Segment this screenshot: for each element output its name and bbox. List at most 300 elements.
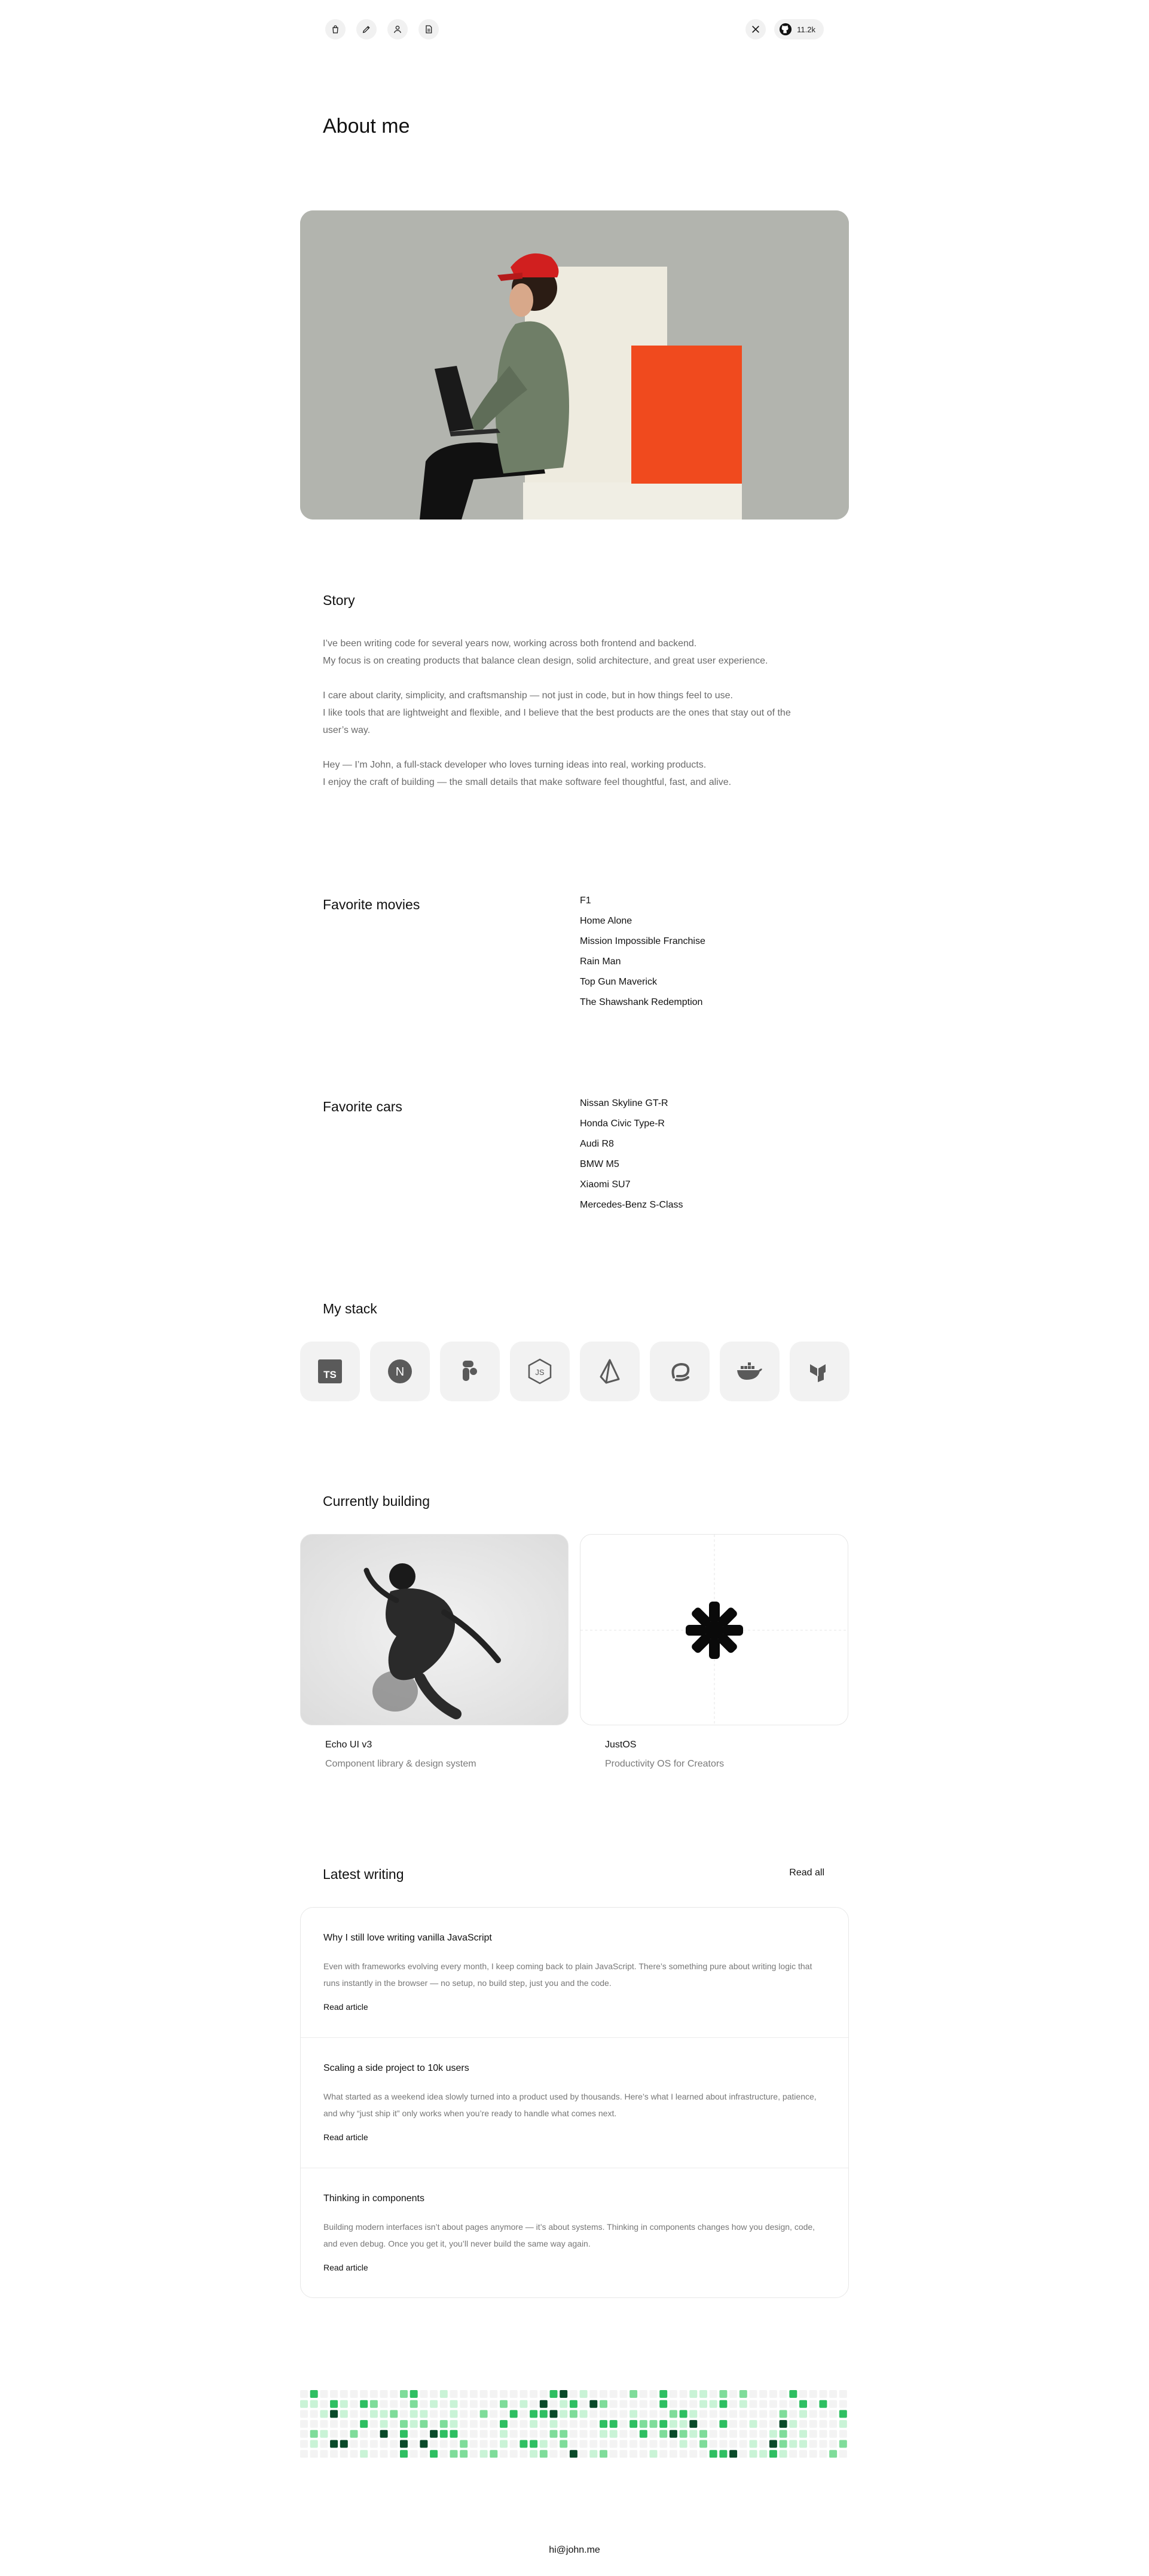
- contribution-cell: [490, 2430, 497, 2438]
- contribution-cell: [540, 2430, 548, 2438]
- contribution-cell: [729, 2420, 737, 2428]
- contribution-cell: [310, 2430, 318, 2438]
- contribution-cell: [470, 2420, 478, 2428]
- car-item: Nissan Skyline GT-R: [580, 1098, 668, 1108]
- contribution-cell: [839, 2410, 847, 2418]
- contribution-cell: [589, 2450, 597, 2458]
- contribution-cell: [829, 2440, 837, 2448]
- contribution-cell: [719, 2390, 727, 2398]
- contribution-cell: [699, 2450, 707, 2458]
- contribution-cell: [809, 2400, 817, 2408]
- contribution-cell: [670, 2390, 677, 2398]
- contribution-cell: [739, 2410, 747, 2418]
- contribution-cell: [340, 2400, 348, 2408]
- contribution-cell: [430, 2420, 438, 2428]
- contribution-cell: [589, 2440, 597, 2448]
- contribution-cell: [640, 2430, 647, 2438]
- contribution-cell: [650, 2410, 658, 2418]
- story-paragraph: I care about clarity, simplicity, and craftsmanship — not just in code, but in how things feel to use. I like tools that are lightweight and flexible, and I believe that the best products are the ones that stay out of the user’s way.: [323, 690, 791, 735]
- car-item: Honda Civic Type-R: [580, 1119, 665, 1129]
- read-all-link[interactable]: Read all: [789, 1868, 824, 1878]
- contribution-cell: [670, 2400, 677, 2408]
- movies-heading: Favorite movies: [323, 897, 420, 912]
- contribution-cell: [380, 2450, 388, 2458]
- contribution-cell: [320, 2450, 328, 2458]
- contribution-cell: [410, 2390, 418, 2398]
- movie-item: Top Gun Maverick: [580, 977, 657, 987]
- contribution-cell: [580, 2440, 588, 2448]
- contribution-cell: [780, 2420, 787, 2428]
- contribution-cell: [450, 2440, 458, 2448]
- bag-nav-button[interactable]: [325, 19, 346, 39]
- contribution-cell: [520, 2420, 527, 2428]
- docker-icon: [736, 1361, 763, 1382]
- contribution-cell: [330, 2400, 338, 2408]
- contribution-cell: [370, 2440, 378, 2448]
- contribution-cell: [799, 2420, 807, 2428]
- stack-tile-framer[interactable]: [440, 1342, 500, 1401]
- project-card-justos[interactable]: [580, 1534, 848, 1725]
- contribution-cell: [550, 2410, 558, 2418]
- contribution-cell: [440, 2440, 448, 2448]
- contribution-cell: [809, 2390, 817, 2398]
- contribution-cell: [640, 2410, 647, 2418]
- github-link-button[interactable]: [774, 19, 824, 39]
- contribution-cell: [450, 2450, 458, 2458]
- contribution-cell: [750, 2430, 757, 2438]
- contribution-cell: [330, 2450, 338, 2458]
- contribution-cell: [680, 2420, 687, 2428]
- contribution-cell: [530, 2430, 537, 2438]
- article-title: Why I still love writing vanilla JavaScript: [323, 1933, 492, 1943]
- contribution-cell: [350, 2430, 358, 2438]
- contribution-cell: [619, 2390, 627, 2398]
- contribution-cell: [750, 2390, 757, 2398]
- github-star-count: 11.2k: [797, 25, 815, 34]
- contribution-cell: [330, 2410, 338, 2418]
- cars-heading: Favorite cars: [323, 1099, 402, 1114]
- contribution-cell: [829, 2430, 837, 2438]
- contribution-cell: [629, 2450, 637, 2458]
- story-paragraph: I’ve been writing code for several years now, working across both frontend and backend. My focus is on creating products that balance clean design, solid architecture, and great user experience.: [323, 638, 768, 666]
- contribution-cell: [540, 2440, 548, 2448]
- contribution-cell: [400, 2450, 408, 2458]
- contribution-cell: [839, 2420, 847, 2428]
- contribution-cell: [360, 2400, 368, 2408]
- contribution-cell: [510, 2390, 518, 2398]
- contribution-cell: [819, 2450, 827, 2458]
- project-description: Productivity OS for Creators: [605, 1759, 725, 1769]
- contribution-cell: [300, 2440, 308, 2448]
- contribution-cell: [750, 2400, 757, 2408]
- contribution-cell: [600, 2420, 607, 2428]
- svg-text:JS: JS: [535, 1368, 545, 1377]
- bag-icon: [331, 25, 340, 34]
- stack-tile-redux[interactable]: [650, 1342, 710, 1401]
- contribution-cell: [670, 2440, 677, 2448]
- contribution-cell: [670, 2450, 677, 2458]
- contribution-cell: [450, 2430, 458, 2438]
- contribution-cell: [340, 2420, 348, 2428]
- contribution-cell: [410, 2400, 418, 2408]
- contribution-cell: [330, 2420, 338, 2428]
- contribution-cell: [500, 2450, 508, 2458]
- article-card: [301, 2038, 848, 2168]
- contribution-cell: [340, 2430, 348, 2438]
- contribution-cell: [829, 2390, 837, 2398]
- read-article-link[interactable]: Read article: [323, 2002, 368, 2012]
- contribution-cell: [310, 2450, 318, 2458]
- contribution-cell: [739, 2420, 747, 2428]
- contribution-cell: [560, 2450, 567, 2458]
- user-nav-button[interactable]: [387, 19, 408, 39]
- footer-email-link[interactable]: hi@john.me: [549, 2545, 600, 2555]
- contribution-cell: [360, 2450, 368, 2458]
- contribution-cell: [750, 2440, 757, 2448]
- contribution-cell: [330, 2390, 338, 2398]
- contribution-cell: [300, 2430, 308, 2438]
- contribution-cell: [640, 2450, 647, 2458]
- contribution-cell: [350, 2450, 358, 2458]
- contribution-cell: [769, 2420, 777, 2428]
- github-icon: [779, 23, 792, 36]
- contribution-cell: [580, 2450, 588, 2458]
- contribution-cell: [480, 2410, 488, 2418]
- contribution-cell: [739, 2390, 747, 2398]
- contribution-cell: [839, 2390, 847, 2398]
- contribution-cell: [619, 2420, 627, 2428]
- page-title: About me: [323, 115, 410, 137]
- document-icon: [424, 25, 433, 34]
- contribution-cell: [420, 2450, 427, 2458]
- contribution-cell: [390, 2390, 398, 2398]
- contribution-cell: [610, 2390, 618, 2398]
- contribution-cell: [809, 2440, 817, 2448]
- contribution-cell: [580, 2400, 588, 2408]
- contribution-cell: [580, 2390, 588, 2398]
- movies-list: [580, 891, 705, 1013]
- project-justos: [580, 1534, 848, 1770]
- contribution-cell: [650, 2400, 658, 2408]
- contribution-cell: [809, 2450, 817, 2458]
- contribution-cell: [380, 2410, 388, 2418]
- contribution-cell: [450, 2410, 458, 2418]
- contribution-cell: [719, 2450, 727, 2458]
- contribution-cell: [430, 2410, 438, 2418]
- contribution-cell: [310, 2390, 318, 2398]
- contribution-cell: [370, 2430, 378, 2438]
- contribution-cell: [819, 2420, 827, 2428]
- contribution-cell: [799, 2430, 807, 2438]
- contribution-cell: [650, 2420, 658, 2428]
- contribution-cell: [460, 2390, 467, 2398]
- contribution-cell: [480, 2390, 488, 2398]
- contribution-cell: [780, 2410, 787, 2418]
- contribution-cell: [420, 2410, 427, 2418]
- contribution-cell: [510, 2400, 518, 2408]
- contribution-cell: [440, 2390, 448, 2398]
- contribution-cell: [600, 2390, 607, 2398]
- contribution-cell: [799, 2410, 807, 2418]
- contribution-cell: [769, 2400, 777, 2408]
- contribution-cell: [300, 2390, 308, 2398]
- contribution-cell: [570, 2410, 577, 2418]
- contribution-cell: [340, 2410, 348, 2418]
- contribution-cell: [789, 2440, 797, 2448]
- contribution-cell: [829, 2410, 837, 2418]
- movie-item: Mission Impossible Franchise: [580, 936, 705, 946]
- contribution-cell: [789, 2410, 797, 2418]
- contribution-cell: [759, 2430, 767, 2438]
- contribution-cell: [829, 2420, 837, 2428]
- contribution-cell: [480, 2400, 488, 2408]
- read-article-link[interactable]: Read article: [323, 2263, 368, 2272]
- stack-heading: My stack: [323, 1301, 377, 1316]
- contribution-cell: [750, 2410, 757, 2418]
- contribution-cell: [560, 2440, 567, 2448]
- contribution-cell: [360, 2420, 368, 2428]
- contribution-cell: [799, 2390, 807, 2398]
- read-article-link[interactable]: Read article: [323, 2132, 368, 2142]
- contribution-cell: [710, 2440, 717, 2448]
- stack-tile-nodejs[interactable]: [510, 1342, 570, 1401]
- contribution-cell: [729, 2440, 737, 2448]
- contribution-cell: [560, 2430, 567, 2438]
- contribution-cell: [580, 2430, 588, 2438]
- contribution-cell: [629, 2440, 637, 2448]
- contribution-cell: [520, 2390, 527, 2398]
- contribution-cell: [330, 2440, 338, 2448]
- story-text: [323, 635, 813, 808]
- contribution-cell: [420, 2440, 427, 2448]
- justos-logo-image: [580, 1535, 848, 1725]
- contribution-cell: [370, 2390, 378, 2398]
- top-nav: [325, 19, 439, 39]
- contribution-cell: [719, 2400, 727, 2408]
- contribution-cell: [470, 2390, 478, 2398]
- contribution-cell: [829, 2450, 837, 2458]
- contribution-cell: [780, 2400, 787, 2408]
- contribution-cell: [350, 2410, 358, 2418]
- contribution-cell: [470, 2400, 478, 2408]
- x-link-button[interactable]: [745, 19, 766, 39]
- contribution-cell: [540, 2410, 548, 2418]
- contribution-cell: [480, 2430, 488, 2438]
- contribution-cell: [759, 2440, 767, 2448]
- contribution-cell: [659, 2400, 667, 2408]
- contribution-cell: [619, 2450, 627, 2458]
- contribution-cell: [600, 2400, 607, 2408]
- contribution-cell: [610, 2410, 618, 2418]
- contribution-cell: [440, 2450, 448, 2458]
- contribution-cell: [780, 2440, 787, 2448]
- contribution-cell: [490, 2410, 497, 2418]
- pen-nav-button[interactable]: [356, 19, 377, 39]
- contribution-cell: [510, 2430, 518, 2438]
- contribution-cell: [540, 2400, 548, 2408]
- contribution-cell: [550, 2400, 558, 2408]
- contribution-cell: [470, 2440, 478, 2448]
- contribution-cell: [500, 2410, 508, 2418]
- contribution-cell: [719, 2430, 727, 2438]
- contribution-cell: [570, 2420, 577, 2428]
- contribution-cell: [650, 2430, 658, 2438]
- contribution-cell: [550, 2450, 558, 2458]
- contribution-cell: [719, 2410, 727, 2418]
- contribution-cell: [789, 2420, 797, 2428]
- contribution-cell: [360, 2410, 368, 2418]
- contribution-cell: [819, 2430, 827, 2438]
- redux-icon: [668, 1359, 692, 1383]
- contribution-cell: [440, 2410, 448, 2418]
- contribution-cell: [310, 2440, 318, 2448]
- contribution-cell: [809, 2430, 817, 2438]
- project-card-echo-ui[interactable]: [300, 1534, 569, 1725]
- contribution-cell: [829, 2400, 837, 2408]
- contribution-cell: [839, 2400, 847, 2408]
- contribution-cell: [710, 2390, 717, 2398]
- story-heading: Story: [323, 592, 355, 608]
- contribution-cell: [780, 2450, 787, 2458]
- contribution-cell: [589, 2390, 597, 2398]
- contribution-cell: [769, 2390, 777, 2398]
- contribution-cell: [719, 2440, 727, 2448]
- contribution-cell: [310, 2400, 318, 2408]
- contribution-cell: [520, 2400, 527, 2408]
- movie-item: Rain Man: [580, 957, 621, 967]
- contribution-cell: [420, 2420, 427, 2428]
- contribution-cell: [799, 2440, 807, 2448]
- car-item: Mercedes-Benz S-Class: [580, 1200, 683, 1210]
- contribution-cell: [769, 2450, 777, 2458]
- contribution-cell: [680, 2440, 687, 2448]
- framer-icon: [461, 1359, 479, 1383]
- stack-tile-terraform[interactable]: [790, 1342, 849, 1401]
- contribution-cell: [699, 2440, 707, 2448]
- stack-tile-prisma[interactable]: [580, 1342, 640, 1401]
- contribution-cell: [540, 2390, 548, 2398]
- contribution-cell: [699, 2410, 707, 2418]
- contribution-cell: [360, 2430, 368, 2438]
- contribution-cell: [610, 2420, 618, 2428]
- contribution-cell: [710, 2450, 717, 2458]
- contribution-cell: [689, 2400, 697, 2408]
- stack-tile-nextjs[interactable]: [370, 1342, 430, 1401]
- contribution-cell: [390, 2400, 398, 2408]
- contribution-cell: [560, 2410, 567, 2418]
- contribution-cell: [400, 2420, 408, 2428]
- movie-item: Home Alone: [580, 916, 632, 926]
- article-excerpt: Building modern interfaces isn’t about pages anymore — it’s about systems. Thinking in components changes how you design, code, and even debug. Once you get it, you’ll never build the same way again.: [323, 2222, 815, 2248]
- contribution-cell: [809, 2410, 817, 2418]
- contribution-cell: [410, 2430, 418, 2438]
- contribution-cell: [400, 2410, 408, 2418]
- contribution-cell: [729, 2390, 737, 2398]
- contribution-cell: [600, 2440, 607, 2448]
- contribution-cell: [719, 2420, 727, 2428]
- contribution-graph: [300, 2389, 849, 2458]
- contribution-cell: [400, 2430, 408, 2438]
- contribution-cell: [510, 2420, 518, 2428]
- contribution-cell: [530, 2420, 537, 2428]
- contribution-cell: [680, 2450, 687, 2458]
- contribution-cell: [370, 2410, 378, 2418]
- contribution-cell: [520, 2450, 527, 2458]
- contribution-cell: [619, 2410, 627, 2418]
- contribution-cell: [650, 2440, 658, 2448]
- contribution-cell: [819, 2400, 827, 2408]
- contribution-cell: [490, 2440, 497, 2448]
- contribution-cell: [440, 2420, 448, 2428]
- contribution-cell: [759, 2390, 767, 2398]
- contribution-cell: [370, 2420, 378, 2428]
- contribution-cell: [560, 2390, 567, 2398]
- car-item: Xiaomi SU7: [580, 1179, 631, 1190]
- contribution-cell: [699, 2420, 707, 2428]
- contribution-cell: [300, 2410, 308, 2418]
- typescript-icon: [318, 1359, 342, 1383]
- articles-list: [300, 1907, 849, 2298]
- contribution-cell: [619, 2430, 627, 2438]
- contribution-cell: [710, 2400, 717, 2408]
- contribution-cell: [699, 2430, 707, 2438]
- contribution-cell: [490, 2400, 497, 2408]
- contribution-cell: [500, 2440, 508, 2448]
- contribution-cell: [769, 2430, 777, 2438]
- contribution-cell: [320, 2420, 328, 2428]
- contribution-cell: [839, 2430, 847, 2438]
- contribution-cell: [320, 2400, 328, 2408]
- contribution-cell: [589, 2430, 597, 2438]
- contribution-cell: [689, 2450, 697, 2458]
- contribution-cell: [530, 2440, 537, 2448]
- contribution-cell: [490, 2450, 497, 2458]
- contribution-cell: [780, 2430, 787, 2438]
- contribution-cell: [659, 2390, 667, 2398]
- stack-tile-typescript[interactable]: [300, 1342, 360, 1401]
- contribution-cell: [580, 2420, 588, 2428]
- contribution-cell: [400, 2440, 408, 2448]
- contribution-cell: [510, 2440, 518, 2448]
- contribution-cell: [390, 2420, 398, 2428]
- contribution-cell: [710, 2410, 717, 2418]
- contribution-cell: [420, 2390, 427, 2398]
- contribution-cell: [460, 2420, 467, 2428]
- contribution-cell: [729, 2410, 737, 2418]
- contribution-cell: [750, 2420, 757, 2428]
- contribution-cell: [380, 2400, 388, 2408]
- contribution-cell: [670, 2420, 677, 2428]
- contribution-cell: [610, 2430, 618, 2438]
- stack-tile-docker[interactable]: [720, 1342, 780, 1401]
- contribution-cell: [390, 2450, 398, 2458]
- contribution-cell: [670, 2410, 677, 2418]
- contribution-cell: [540, 2450, 548, 2458]
- contribution-cell: [629, 2430, 637, 2438]
- svg-text:TS: TS: [323, 1369, 337, 1380]
- hero-image: [300, 210, 849, 520]
- contribution-cell: [310, 2420, 318, 2428]
- contribution-cell: [759, 2410, 767, 2418]
- contribution-cell: [380, 2430, 388, 2438]
- contribution-cell: [600, 2430, 607, 2438]
- contribution-cell: [320, 2430, 328, 2438]
- document-nav-button[interactable]: [418, 19, 439, 39]
- contribution-cell: [380, 2440, 388, 2448]
- contribution-cell: [500, 2430, 508, 2438]
- contribution-cell: [530, 2410, 537, 2418]
- article-excerpt: What started as a weekend idea slowly turned into a product used by thousands. Here’s what I learned about infrastructure, patience, and why “just ship it” only works when you’re ready to handle what comes next.: [323, 2092, 817, 2118]
